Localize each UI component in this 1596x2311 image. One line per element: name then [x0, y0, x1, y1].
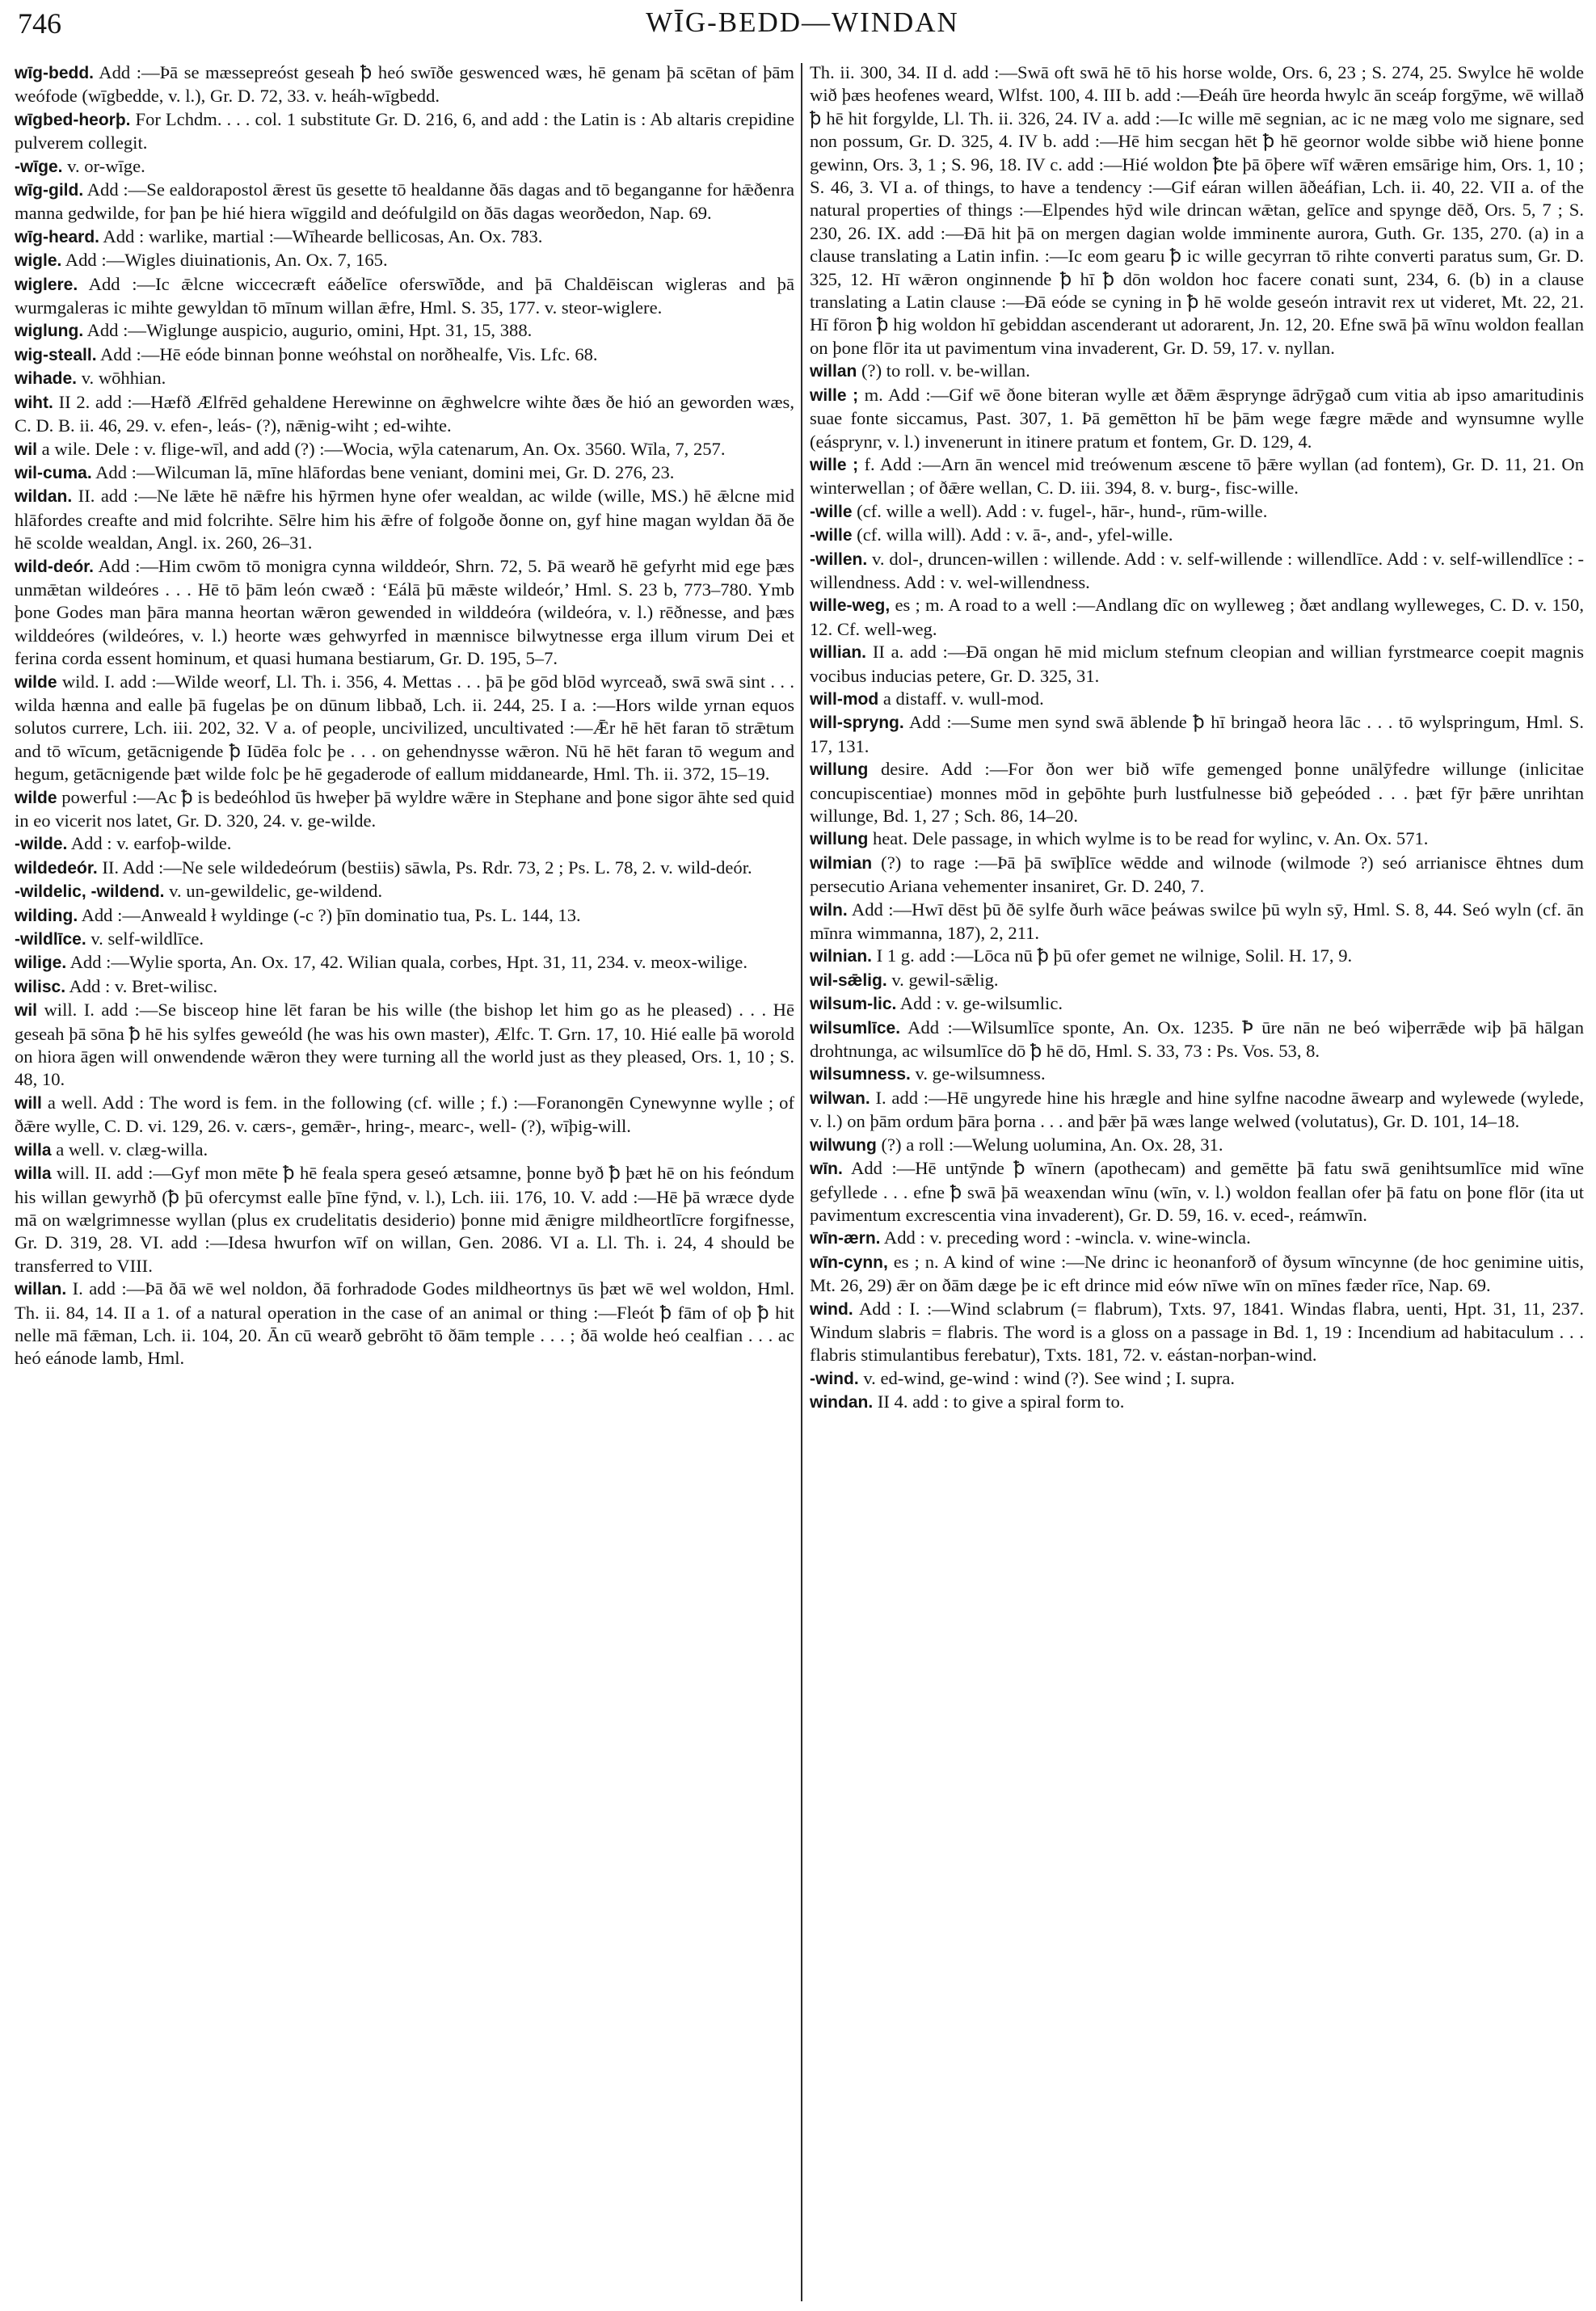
- dictionary-entry: [15, 225, 794, 249]
- dictionary-entry: [810, 688, 1584, 711]
- entry-text: I. add :—Hē ungyrede hine his hrægle and hine sylfne nacodne āwearp and wylewede (wylede, v. l.) on þām ordum þāra þorna . . . and þǣr þā wæs lange welwed (volutatus), Gr. D. 101, 14–18.: [810, 1087, 1584, 1132]
- entry-text: I. add :—Þā ðā wē wel noldon, ðā forhradode Godes mildheortnys ūs þæt wē wel woldon, Hml. Th. ii. 84, 14. II a 1. of a natural operation in the case of an animal or thing :—Fleót ꝥ fām of oþ ꝥ hit nelle mā fǣman, Lch. ii. 104, 20. Ān cū wearð gebrōht tō ðām temple . . . ; ðā wolde heó cealfian . . . ac heó eánode lamb, Hml.: [15, 1278, 794, 1369]
- dictionary-entry: [810, 899, 1584, 945]
- dictionary-entry: [15, 485, 794, 554]
- dictionary-entry: [15, 671, 794, 786]
- dictionary-entry: [810, 524, 1584, 547]
- entry-text: (?) a roll :—Welung uolumina, An. Ox. 28, 31.: [881, 1134, 1223, 1155]
- entry-text: (cf. wille a well). Add : v. fugel-, hār-, hund-, rūm-wille.: [857, 500, 1268, 521]
- entry-text: II. Add :—Ne sele wildedeórum (bestiis) sāwla, Ps. Rdr. 73, 2 ; Ps. L. 78, 2. v. wild-deór.: [102, 857, 752, 878]
- entry-headword: wildedeór.: [15, 858, 98, 878]
- entry-headword: wīg-bedd.: [15, 64, 94, 82]
- dictionary-entry: [15, 555, 794, 671]
- entry-text: will. I. add :—Se bisceop hine lēt faran be his wille (the bishop let him go as he pleased) . . . Hē geseah þā sōna ꝥ hē his sylfes geweóld (he was his own master), Ælfc. T. Grn. 17, 10. Hié ealle þā worold on hiora āgen will onwendende wǣron they were turning all the world just as they pleased, Ors. 1, 10 ; S. 48, 10.: [15, 1000, 794, 1090]
- entry-text: Th. ii. 300, 34. II d. add :—Swā oft swā hē tō his horse wolde, Ors. 6, 23 ; S. 274, 25. Swylce hē wolde wið þæs heofenes weard, Wlfst. 100, 4. III b. add :—Ðeáh ūre heorda hwylc ān sceáp forgȳme, wē willað ꝥ hē hit forgylde, Ll. Th. ii. 326, 24. IV a. add :—Ic wille mē segnian, ac ic ne mæg volo me signare, sed non possum, Gr. D. 325, 4. IV b. add :—Hē him secgan hēt ꝥ hē geornor wolde sibbe wið hiene þonne gewinn, Ors. 3, 1 ; S. 96, 18. IV c. add :—Hié woldon ꝥte þā ōþere wīf wǣren emsārige him, Ors. 1, 10 ; S. 46, 3. VI a. of things, to have a tendency :—Gif eáran willen āðeáfian, Lch. ii. 40, 22. VII a. of the natural properties of things :—Elpendes hȳd wile drincan wǣtan, gelīce and spynge dēð, Ors. 5, 7 ; S. 230, 26. IX. add :—Ðā hit þā on mergen dagian wolde imminente aurora, Guth. Gr. 135, 270. (a) in a clause translating a Latin infin. :—Ic eom gearu ꝥ ic wille gecyrran tō rihte converti paratus sum, Gr. D. 325, 12. Hī wǣron onginnende ꝥ hī ꝥ dōn woldon hoc facere conati sunt, 234, 6. (b) in a clause translating a Latin clause :—Ðā eóde se cyning in ꝥ hē wolde geseón intravit rex ut videret, Mt. 22, 21. Hī fōron ꝥ hig woldon hī gebiddan ascenderant ut adorarent, Jn. 12, 20. Efne swā þā wīnu woldon feallan on þone flōr ita ut pavimentum vina invaderent, Gr. D. 59, 17. v. nyllan.: [810, 62, 1584, 358]
- entry-headword: wild-deór.: [15, 557, 95, 576]
- dictionary-entry: [810, 1063, 1584, 1086]
- dictionary-entry: [15, 273, 794, 320]
- entry-text: a wile. Dele : v. flige-wīl, and add (?) :—Wocia, wȳla catenarum, An. Ox. 3560. Wīla, 7, 257.: [41, 438, 726, 459]
- dictionary-entry: [810, 711, 1584, 758]
- dictionary-entry: [15, 179, 794, 225]
- entry-headword: wīn.: [810, 1160, 843, 1179]
- entry-headword: wig-steall.: [15, 345, 97, 364]
- entry-headword: willa: [15, 1164, 52, 1184]
- entry-headword: wīgbed-heorþ.: [15, 110, 131, 129]
- entry-headword: wīn-ærn.: [810, 1229, 881, 1248]
- dictionary-entry: [810, 61, 1584, 360]
- entry-headword: wil-cuma.: [15, 463, 92, 482]
- dictionary-entry: [810, 641, 1584, 688]
- dictionary-entry: [15, 786, 794, 833]
- entry-headword: wiln.: [810, 900, 848, 920]
- entry-headword: -willen.: [810, 549, 868, 569]
- entry-text: es ; m. A road to a well :—Andlang dīc on wylleweg ; ðæt andlang wylleweges, C. D. v. 150, 12. Cf. well-weg.: [810, 595, 1584, 639]
- entry-text: Add :—Sume men synd swā āblende ꝥ hī bringað heora lāc . . . tō wylspringum, Hml. S. 17, 131.: [810, 712, 1584, 756]
- entry-headword: wilwan.: [810, 1088, 870, 1108]
- dictionary-entry: [810, 594, 1584, 641]
- dictionary-entry: [15, 999, 794, 1092]
- entry-text: Add :—Wigles diuinationis, An. Ox. 7, 165.: [65, 250, 388, 271]
- entry-headword: wind.: [810, 1299, 853, 1319]
- entry-text: f. Add :—Arn ān wencel mid treówenum æscene tō þǣre wyllan (ad fontem), Gr. D. 11, 21. On winterwellan ; of ðǣre wellan, C. D. iii. 394, 8. v. burg-, fisc-wille.: [810, 453, 1584, 499]
- entry-headword: wilde: [15, 788, 57, 807]
- dictionary-entry: [15, 951, 794, 974]
- entry-text: v. ed-wind, ge-wind : wind (?). See wind ; I. supra.: [863, 1367, 1236, 1388]
- dictionary-entry: [810, 1298, 1584, 1367]
- dictionary-entry: [810, 827, 1584, 851]
- entry-text: For Lchdm. . . . col. 1 substitute Gr. D. 216, 6, and add : the Latin is : Ab altaris crepidine pulverem collegit.: [15, 108, 794, 154]
- entry-text: Add :—Wylie sporta, An. Ox. 17, 42. Wilian quala, corbes, Hpt. 31, 11, 234. v. meox-wilige.: [69, 952, 747, 973]
- dictionary-entry: [810, 384, 1584, 453]
- entry-text: Add :—Anweald ł wyldinge (-c ?) þīn dominatio tua, Ps. L. 144, 13.: [81, 904, 581, 925]
- entry-text: powerful :—Ac ꝥ is bedeóhlod ūs hweþer þā wyldre wǣre in Stephane and þone sigor āhte sed quid in eo vicerit nos latet, Gr. D. 320, 24. v. ge-wilde.: [15, 786, 794, 831]
- entry-headword: will-spryng.: [810, 714, 904, 733]
- entry-text: v. wōhhian.: [81, 368, 166, 389]
- entry-text: a well. v. clæg-willa.: [56, 1139, 208, 1160]
- running-title: WĪG-BEDD—WINDAN: [646, 6, 959, 38]
- dictionary-entry: [810, 852, 1584, 899]
- entry-text: desire. Add :—For ðon wer bið wīfe gemenged þonne unālȳfedre willunge (inlicitae concupiscentiae) monnes mōd in geþōhte þurh lustfulnesse bið geþeóded . . . þæt fȳr þǣre unrihtan willunge, Bd. 1, 27 ; Sch. 86, 14–20.: [810, 759, 1584, 826]
- entry-text: Add : I. :—Wind sclabrum (= flabrum), Txts. 97, 1841. Windas flabra, uenti, Hpt. 31, 11, 237. Windum slabris = flabris. The word is a gloss on a passage in Bd. 1, 19 : Incendium ad habitaculum . . . flabris stimulantibus ferebatur), Txts. 181, 72. v. eástan-norþan-wind.: [810, 1298, 1584, 1366]
- entry-headword: -wind.: [810, 1369, 859, 1388]
- entry-headword: wilsumness.: [810, 1065, 911, 1084]
- dictionary-entry: [15, 904, 794, 928]
- entry-text: a well. Add : The word is fem. in the following (cf. wille ; f.) :—Foranongēn Cynewynne wylle ; of ðǣre wylle, C. D. vi. 129, 26. v. cærs-, gemǣr-, hring-, mearc-, well- (?), wīþig-will.: [15, 1092, 794, 1137]
- entry-headword: -wildlīce.: [15, 930, 86, 949]
- entry-text: will. II. add :—Gyf mon mēte ꝥ hē feala spera geseó ætsamne, þonne byð ꝥ þæt hē on his feóndum his willan gewyrhð (ꝥ þū ofercymst ealle þīne fȳnd, v. l.), Lch. iii. 176, 10. V. add :—Hē þā wræce dyde mā on wælgrimnesse wyllan (plus ex crudelitatis desiderio) þonne mid ǣnigre mildheortlīcre forgifnesse, Gr. D. 319, 28. VI. add :—Idesa hwurfon wīf on willan, Gen. 2086. VI a. Ll. Th. i. 24, 4 should be transferred to VIII.: [15, 1163, 794, 1276]
- page-number: 746: [18, 7, 61, 40]
- entry-text: v. ge-wilsumness.: [915, 1063, 1046, 1084]
- dictionary-entry: [810, 548, 1584, 595]
- dictionary-entry: [810, 1367, 1584, 1391]
- entry-headword: wilige.: [15, 953, 67, 973]
- entry-text: Add :—Hē eóde binnan þonne weóhstal on norðhealfe, Vis. Lfc. 68.: [99, 343, 598, 364]
- entry-text: heat. Dele passage, in which wylme is to be read for wylinc, v. An. Ox. 571.: [872, 828, 1429, 849]
- dictionary-entry: [15, 461, 794, 485]
- entry-headword: -wille: [810, 502, 853, 521]
- dictionary-entry: [15, 880, 794, 903]
- entry-headword: -wilde.: [15, 835, 68, 854]
- entry-text: I 1 g. add :—Lōca nū ꝥ þū ofer gemet ne wilnige, Solil. H. 17, 9.: [876, 945, 1353, 966]
- dictionary-entry: [810, 453, 1584, 500]
- entry-headword: wilde: [15, 672, 57, 692]
- entry-headword: wilisc.: [15, 977, 66, 996]
- dictionary-entry: [810, 1227, 1584, 1250]
- entry-headword: willung: [810, 760, 869, 780]
- entry-headword: wīg-gild.: [15, 181, 84, 200]
- entry-text: Add :—Wiglunge auspicio, augurio, omini, Hpt. 31, 15, 388.: [86, 320, 533, 341]
- entry-headword: willan.: [15, 1280, 67, 1299]
- dictionary-entry: [15, 928, 794, 951]
- column-divider: [801, 63, 802, 2301]
- entry-headword: wiglung.: [15, 322, 84, 341]
- entry-headword: wilding.: [15, 906, 78, 925]
- dictionary-entry: [15, 108, 794, 155]
- dictionary-entry: [810, 945, 1584, 968]
- dictionary-entry: [15, 249, 794, 272]
- entry-text: (?) to roll. v. be-willan.: [861, 360, 1030, 381]
- entry-text: Add : v. preceding word : -wincla. v. wine-wincla.: [883, 1227, 1251, 1248]
- dictionary-entry: [15, 438, 794, 461]
- entry-headword: wilsum-lic.: [810, 995, 897, 1014]
- entry-headword: wiglere.: [15, 275, 78, 294]
- entry-headword: willan: [810, 362, 857, 381]
- entry-headword: -wīge.: [15, 157, 63, 176]
- entry-headword: willung: [810, 830, 869, 849]
- dictionary-entry: [810, 969, 1584, 992]
- dictionary-entry: [15, 857, 794, 880]
- entry-text: m. Add :—Gif wē ðone biteran wylle æt ðǣm ǣsprynge ādrȳgað cum vitia ab ipso amaritudinis suae fonte siccamus, Past. 307, 1. Þā gemētton hī be þām wege fægre mǣde and wynsumne wylle (eásprynг, v. l.) invenerunt in itinere pratum et fontem, Gr. D. 129, 4.: [810, 384, 1584, 452]
- right-column: [810, 61, 1584, 2305]
- entry-headword: wīg-heard.: [15, 227, 100, 246]
- entry-headword: wilnian.: [810, 947, 873, 966]
- dictionary-entry: [810, 758, 1584, 827]
- dictionary-entry: [810, 500, 1584, 524]
- entry-text: wild. I. add :—Wilde weorf, Ll. Th. i. 356, 4. Mettas . . . þā þe gōd blōd wyrceað, swā swā sint . . . wilda hænna and ealle þā fugelas þe on dūnum libbað, Lch. ii. 244, 25. I a. :—Hors wilde yrnan equos solutos currere, Lch. iii. 202, 32. V a. of people, uncivilized, uncultivated :—Ǣr hē hēt faran tō strǣtum and tō wīcum, getācnigende ꝥ Iūdēa folc þe . . . on gehendnysse wǣron. Nū hē hēt faran tō wegum and hegum, getācnigende þæt wilde folc þe hē gegaderode of eallum middaneardе, Hml. Th. ii. 372, 15–19.: [15, 671, 794, 785]
- entry-text: Add :—Hwī dēst þū ðē sylfe ðurh wāce þeáwas swilce þū wyln sȳ, Hml. S. 8, 44. Seó wyln (cf. ān mīnra wimmanna, 187), 2, 211.: [810, 899, 1584, 944]
- entry-text: v. self-wildlīce.: [91, 928, 204, 949]
- entry-headword: wiht.: [15, 393, 53, 412]
- entry-headword: wille ;: [810, 455, 859, 474]
- entry-headword: willian.: [810, 643, 867, 663]
- entry-text: II. add :—Ne lǣte hē nǣfre his hȳrmen hyne ofer wealdan, ac wilde (wille, MS.) hē ǣlcne mid hlāfordes creafte and mid folcrihte. Sēlre him his ǣfre of folgoðe ðonne on, gyf hine magan wyldan ðā ðe hē scolde wealdan, Angl. ix. 260, 26–31.: [15, 486, 794, 554]
- dictionary-entry: [810, 1134, 1584, 1157]
- entry-headword: -wildelic, -wildend.: [15, 882, 165, 902]
- entry-text: a distaff. v. wull-mod.: [882, 688, 1044, 709]
- entry-text: v. or-wīge.: [67, 155, 145, 176]
- dictionary-entry: [810, 360, 1584, 383]
- entry-text: v. gewil-sǣlig.: [891, 969, 999, 990]
- entry-text: Add : warlike, martial :—Wīhearde bellicosas, An. Ox. 783.: [103, 225, 543, 246]
- entry-headword: wigle.: [15, 251, 62, 271]
- entry-headword: wille-weg,: [810, 596, 891, 616]
- entry-headword: willa: [15, 1140, 52, 1160]
- entry-headword: will-mod: [810, 689, 879, 709]
- dictionary-entry: [810, 992, 1584, 1016]
- dictionary-entry: [15, 1278, 794, 1370]
- entry-headword: windan.: [810, 1393, 874, 1412]
- dictionary-entry: [15, 1162, 794, 1278]
- entry-text: Add : v. earfoþ-wilde.: [70, 833, 232, 854]
- entry-headword: wihade.: [15, 369, 78, 389]
- dictionary-entry: [15, 319, 794, 343]
- left-column: [15, 61, 794, 2305]
- dictionary-entry: [15, 391, 794, 438]
- dictionary-entry: [15, 975, 794, 999]
- page-header: [15, 5, 1590, 42]
- entry-text: Add :—Se ealdorapostol ǣrest ūs gesette tō healdanne ðās dagas and tō beganganne for hǣðenra manna gedwilde, for þan þe hié hiera wīggild and deófulgild on ðās dagas weorðedon, Nap. 69.: [15, 179, 794, 224]
- dictionary-entry: [15, 61, 794, 108]
- entry-text: Add : v. ge-wilsumlic.: [899, 993, 1063, 1014]
- dictionary-entry: [810, 1391, 1584, 1414]
- dictionary-entry: [810, 1087, 1584, 1134]
- dictionary-entry: [15, 1139, 794, 1162]
- entry-text: Add :—Wilsumlīce sponte, An. Ox. 1235. Ꝥ ūre nān ne beó wiþerrǣde wiþ þā hālgan drohtnunga, ac wilsumlīce dō ꝥ hē dō, Hml. S. 33, 73 : Ps. Vos. 53, 8.: [810, 1017, 1584, 1062]
- entry-text: II a. add :—Ðā ongan hē mid miclum stefnum cleopian and willian fyrstmearce coepit magnis vocibus inducias petere, Gr. D. 325, 31.: [810, 642, 1584, 686]
- entry-headword: -wille: [810, 526, 853, 545]
- entry-headword: wille ;: [810, 385, 859, 405]
- entry-headword: wilsumlīce.: [810, 1018, 901, 1038]
- dictionary-entry: [15, 367, 794, 390]
- entry-text: Add :—Ic ǣlcne wiccecræft eáðelīce oferswīðde, and þā Chaldēiscan wigleras and þā wurmgaleras ic mihte gewyldan tō mīnum willan ǣfre, Hml. S. 35, 177. v. steor-wiglere.: [15, 273, 794, 318]
- entry-text: Add :—Hē untȳnde ꝥ wīnern (apothecam) and gemētte þā fatu swā genihtsumlīce mid wīne gefyllede . . . efne ꝥ swā þā weaxendan wīnu (wīn, v. l.) woldon feallan ofer þā fatu on þone flōr (ita ut pavimentum excrescentia vina invaderent), Gr. D. 59, 16. v. eced-, reámwīn.: [810, 1158, 1584, 1225]
- entry-headword: wil: [15, 440, 38, 459]
- entry-text: es ; n. A kind of wine :—Ne drinc ic heonanforð of ðysum wīncynne (de hoc genimine uitis, Mt. 26, 29) ǣr on ðām dæge þe ic eft drince mid eów nīwe wīn on mīnes fæder rīce, Nap. 69.: [810, 1251, 1584, 1296]
- entry-text: v. dol-, druncen-willen : willende. Add : v. self-willende : willendlīce. Add : v. self-willendlīce : -willendness. Add : v. wel-willendness.: [810, 548, 1584, 592]
- entry-text: Add :—Þā se mæssepreóst geseah ꝥ heó swīðe geswenced wæs, hē genam þā scētan of þām weófode (wīgbedde, v. l.), Gr. D. 72, 33. v. heáh-wīgbedd.: [15, 62, 794, 107]
- dictionary-entry: [15, 832, 794, 856]
- entry-text: (cf. willa will). Add : v. ā-, and-, yfel-wille.: [857, 524, 1173, 545]
- entry-headword: wildan.: [15, 487, 73, 507]
- dictionary-entry: [15, 155, 794, 179]
- entry-text: v. un-gewildelic, ge-wildend.: [169, 881, 383, 902]
- entry-headword: will: [15, 1093, 42, 1113]
- dictionary-entry: [810, 1157, 1584, 1227]
- entry-headword: wīn-cynn,: [810, 1252, 888, 1272]
- entry-text: Add :—Wilcuman lā, mīne hlāfordas bene veniant, domini mei, Gr. D. 276, 23.: [95, 461, 675, 482]
- entry-headword: wilwung: [810, 1135, 877, 1155]
- dictionary-entry: [15, 1092, 794, 1139]
- entry-text: Add : v. Bret-wilisc.: [69, 975, 218, 996]
- entry-text: (?) to rage :—Þā þā swīþlīce wēdde and wilnode (wilmode ?) seó arrianisce ēhtnes dum persecutio Ariana vehementer insaniret, Gr. D. 240, 7.: [810, 852, 1584, 897]
- dictionary-entry: [810, 1251, 1584, 1298]
- entry-headword: wil-sǣlig.: [810, 970, 887, 990]
- dictionary-entry: [810, 1017, 1584, 1063]
- entry-text: Add :—Him cwōm tō monigra cynna wilddeór, Shrn. 72, 5. Þā wearð hē gefyrht mid ege þæs unmǣtan wildeóres . . . Hē tō þām león cwæð : ‘Eálā þū mǣste wildeór,’ Hml. S. 23 b, 773–780. Ymb þone Godes man þāra manna heortan wǣron gewended in wilddeóra (wildeóra, v. l.) rēðnesse, and þæs wilddeóres (wildeóres, v. l.) heorte wæs gehwyrfed in mænnisce bilwytnesse erga illum virum Dei et ferina corda essent hominum, et quasi humana bestiarum, Gr. D. 195, 5–7.: [15, 555, 794, 669]
- entry-headword: wilmian: [810, 853, 873, 873]
- entry-headword: wil: [15, 1001, 38, 1021]
- entry-text: II 4. add : to give a spiral form to.: [877, 1391, 1125, 1412]
- dictionary-entry: [15, 343, 794, 367]
- entry-text: II 2. add :—Hæfð Ælfrēd gehaldene Herewinne on ǣghwelcre wihte ðæs ðe hió an geworden wæs, C. D. B. ii. 46, 29. v. efen-, leás- (?), nǣnig-wiht ; ed-wihte.: [15, 391, 794, 436]
